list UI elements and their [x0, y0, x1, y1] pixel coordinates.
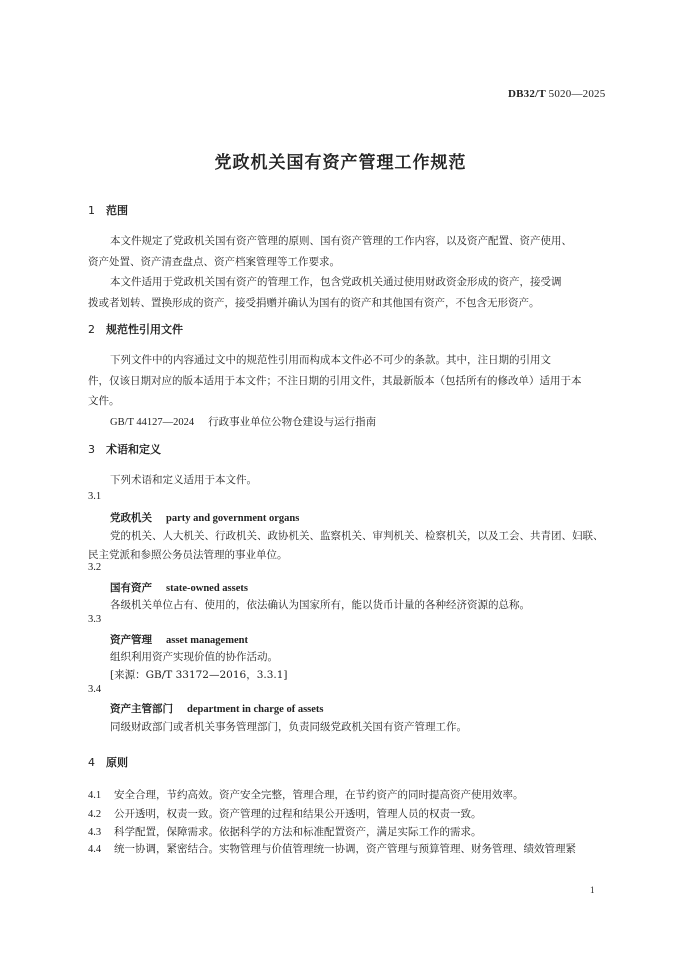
- section-1-heading: [88, 202, 128, 218]
- paragraph-line: 下列文件中的内容通过文中的规范性引用而构成本文件必不可少的条款。其中，注日期的引用文: [110, 354, 551, 366]
- term-number: 3.2: [88, 562, 102, 573]
- document-title: 党政机关国有资产管理工作规范: [214, 153, 467, 173]
- normative-reference: [88, 412, 608, 434]
- section-title: 范围: [106, 204, 128, 217]
- principle-number: 4.2: [88, 809, 102, 820]
- paragraph-line: 本文件适用于党政机关国有资产的管理工作，包含党政机关通过使用财政资金形成的资产，接受调: [110, 276, 562, 288]
- paragraph-line: 本文件规定了党政机关国有资产管理的原则、国有资产管理的工作内容，以及资产配置、资产使用、: [110, 235, 572, 247]
- section-4-heading: [88, 754, 128, 770]
- section-1-body: [88, 231, 608, 313]
- section-number: 2: [88, 323, 95, 336]
- principle-number: 4.3: [88, 827, 102, 838]
- term-definition: 党的机关、人大机关、行政机关、政协机关、监察机关、审判机关、检察机关，以及工会、共青团、妇联、: [110, 530, 604, 542]
- paragraph-line: 件，仅该日期对应的版本适用于本文件；不注日期的引用文件，其最新版本（包括所有的修改单）适用于本: [88, 374, 582, 387]
- term-definition: 同级财政部门或者机关事务管理部门，负责同级党政机关国有资产管理工作。: [110, 721, 467, 733]
- principle-number: 4.1: [88, 790, 102, 801]
- term-english: party and government organs: [166, 513, 300, 524]
- section-number: 3: [88, 443, 95, 456]
- standard-prefix: DB32/T: [508, 88, 546, 100]
- principle-text: 科学配置，保障需求。依据科学的方法和标准配置资产，满足实际工作的需求。: [114, 826, 482, 838]
- term-chinese: 资产主管部门: [110, 703, 173, 715]
- term-source: [来源：GB/T 33172—2016，3.3.1]: [110, 669, 288, 681]
- paragraph-line: 文件。: [88, 395, 120, 407]
- term-number: 3.4: [88, 684, 102, 695]
- paragraph-line: 资产处置、资产清查盘点、资产档案管理等工作要求。: [88, 255, 340, 268]
- term-number: 3.1: [88, 491, 102, 502]
- section-title: 原则: [106, 756, 128, 769]
- term-entry: [110, 580, 248, 595]
- term-english: asset management: [166, 635, 248, 646]
- term-entry: [110, 701, 323, 716]
- principle-number: 4.4: [88, 844, 102, 855]
- paragraph-line: 拨或者划转、置换形成的资产，接受捐赠并确认为国有的资产和其他国有资产，不包含无形资产。: [88, 296, 540, 309]
- section-number: 4: [88, 756, 95, 769]
- page-number: 1: [590, 885, 595, 895]
- term-number: 3.3: [88, 614, 102, 625]
- term-english: department in charge of assets: [187, 704, 324, 715]
- section-3-heading: [88, 441, 161, 457]
- term-chinese: 国有资产: [110, 582, 152, 594]
- section-title: 术语和定义: [106, 443, 161, 456]
- principle-item: [88, 806, 482, 821]
- section-2-body: [88, 350, 608, 433]
- principle-item: [88, 787, 524, 802]
- term-chinese: 党政机关: [110, 512, 152, 524]
- term-entry: [110, 632, 248, 647]
- standard-number: 5020—2025: [548, 88, 606, 100]
- term-definition: 组织利用资产实现价值的协作活动。: [110, 651, 278, 663]
- terms-intro: 下列术语和定义适用于本文件。: [110, 474, 257, 486]
- reference-title: 行政事业单位公物仓建设与运行指南: [208, 415, 377, 428]
- term-definition: 民主党派和参照公务员法管理的事业单位。: [88, 549, 288, 561]
- term-definition: 各级机关单位占有、使用的，依法确认为国家所有，能以货币计量的各种经济资源的总称。: [110, 599, 530, 611]
- principle-item: [88, 824, 482, 839]
- principle-text: 安全合理，节约高效。资产安全完整，管理合理，在节约资产的同时提高资产使用效率。: [114, 789, 524, 801]
- term-chinese: 资产管理: [110, 634, 152, 646]
- section-title: 规范性引用文件: [106, 323, 183, 336]
- term-english: state-owned assets: [166, 583, 248, 594]
- term-entry: [110, 510, 299, 525]
- principle-text: 统一协调，紧密结合。实物管理与价值管理统一协调，资产管理与预算管理、财务管理、绩效管理紧: [114, 843, 576, 855]
- principle-item: [88, 841, 576, 856]
- section-2-heading: [88, 321, 183, 337]
- standard-code: [508, 88, 605, 100]
- reference-code: GB/T 44127—2024: [110, 416, 195, 428]
- principle-text: 公开透明，权责一致。资产管理的过程和结果公开透明，管理人员的权责一致。: [114, 808, 482, 820]
- section-number: 1: [88, 204, 95, 217]
